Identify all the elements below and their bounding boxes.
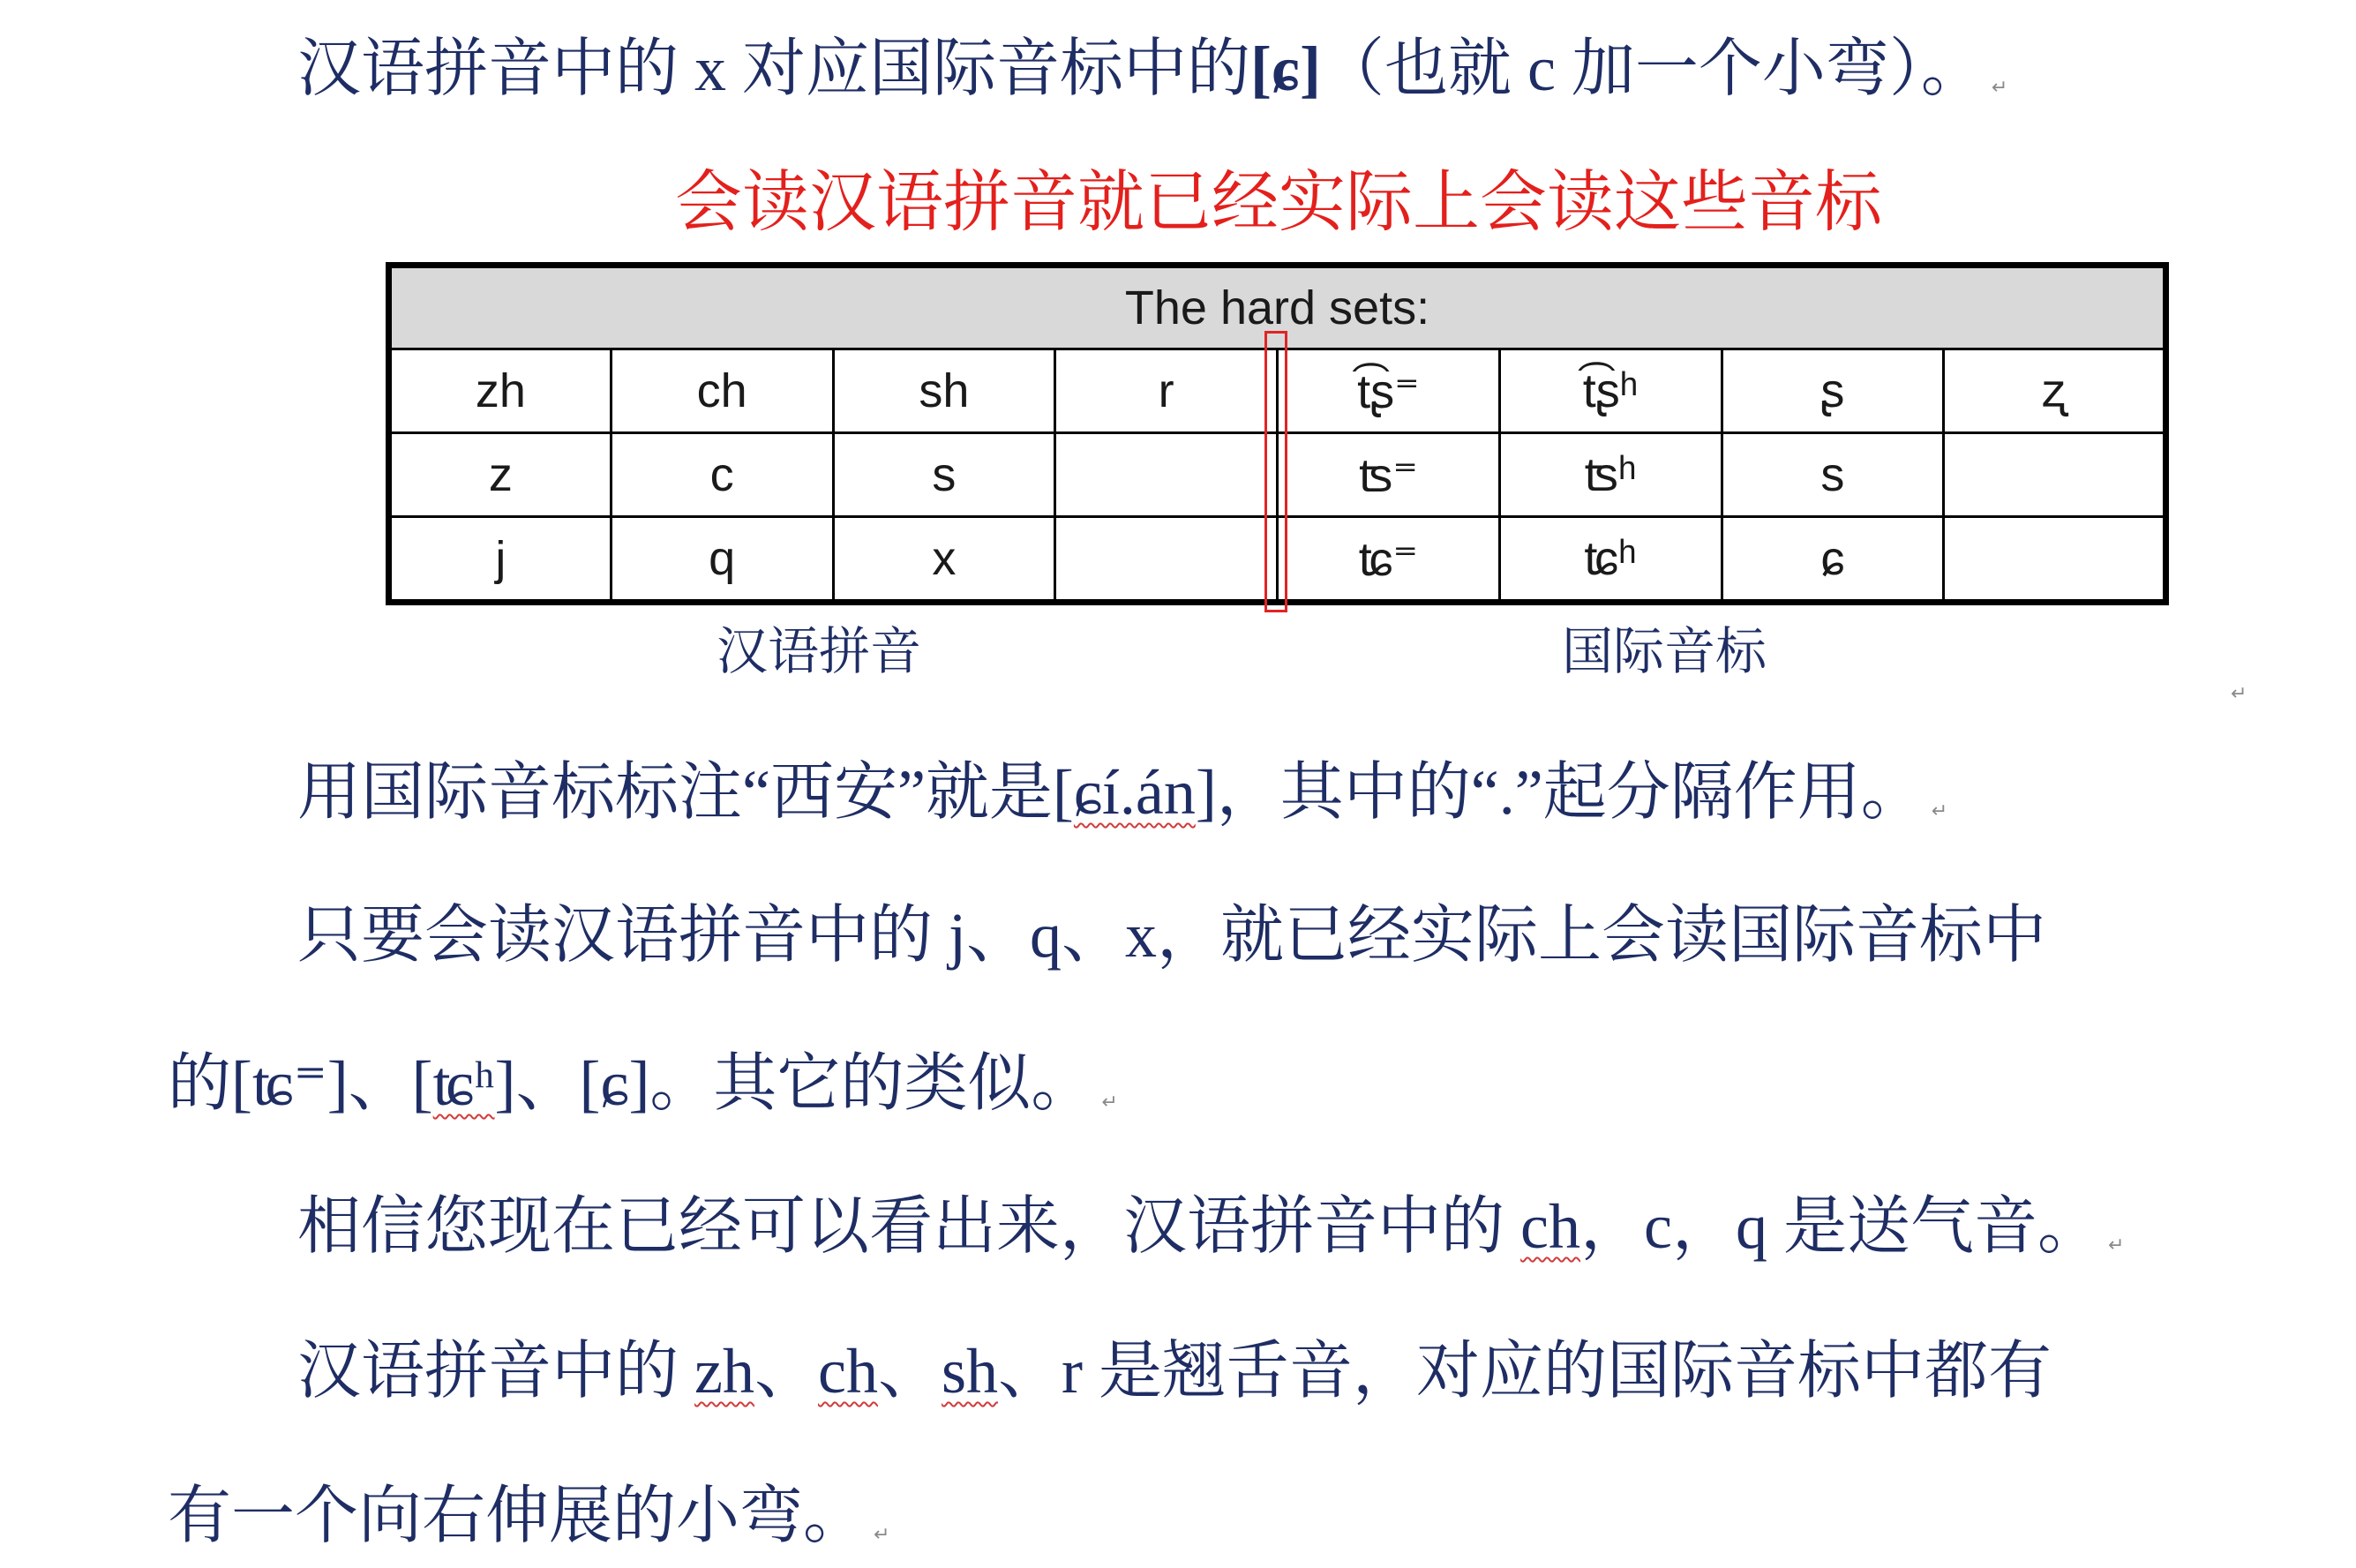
body-line xyxy=(297,757,1948,828)
spellcheck-word: zh xyxy=(694,1336,754,1407)
table-cell: ʦ⁼ xyxy=(1278,433,1500,517)
body-line xyxy=(297,1336,2052,1407)
caption-pinyin: 汉语拼音 xyxy=(717,623,922,680)
body-line xyxy=(168,1481,890,1551)
text-segment: ]、[ɕ]。其它的类似。 xyxy=(494,1048,1095,1119)
table-cell: ʦʰ xyxy=(1499,433,1722,517)
paragraph-mark: ↵ xyxy=(1101,1092,1118,1114)
paragraph-mark: ↵ xyxy=(1931,800,1948,822)
paragraph-mark: ↵ xyxy=(874,1524,890,1546)
table-cell: t͡ʂʰ xyxy=(1499,349,1722,433)
table-cell: j xyxy=(389,517,612,603)
table-cell xyxy=(1055,433,1278,517)
table-cell: ɕ xyxy=(1722,517,1944,603)
table-cell: zh xyxy=(389,349,612,433)
table-cell: t͡ʂ⁼ xyxy=(1278,349,1500,433)
spellcheck-word: sh xyxy=(941,1336,999,1407)
text-segment: 、r 是翘舌音，对应的国际音标中都有 xyxy=(998,1336,2052,1407)
text-segment: 有一个向右伸展的小弯。 xyxy=(168,1481,867,1551)
body-line xyxy=(297,900,2047,971)
table-cell: x xyxy=(833,517,1055,603)
intro-line xyxy=(297,34,2008,104)
caption-ipa: 国际音标 xyxy=(1562,623,1767,680)
table-cell: ch xyxy=(611,349,833,433)
table-cell: c xyxy=(611,433,833,517)
table-cell: sh xyxy=(833,349,1055,433)
ipa-symbol: [ɕ] xyxy=(1250,34,1321,104)
text-segment: 汉语拼音中的 x 对应国际音标中的 xyxy=(297,34,1251,104)
text-segment: ]，其中的“.”起分隔作用。 xyxy=(1195,757,1925,828)
table-header: The hard sets: xyxy=(389,266,2166,349)
table-cell: ʂ xyxy=(1722,349,1944,433)
spellcheck-word: ʨʰ xyxy=(432,1048,495,1119)
text-segment: 、 xyxy=(754,1336,818,1407)
table-cell: ʐ xyxy=(1944,349,2166,433)
table-cell: z xyxy=(389,433,612,517)
paragraph-mark: ↵ xyxy=(2231,683,2247,705)
text-segment: （也就 c 加一个小弯）。 xyxy=(1320,34,1985,104)
text-segment: 只要会读汉语拼音中的 j、q、x，就已经实际上会读国际音标中 xyxy=(297,900,2047,971)
column-highlight-box xyxy=(1264,331,1287,612)
spellcheck-word: ch xyxy=(1520,1191,1580,1262)
table-cell: ʨ⁼ xyxy=(1278,517,1500,603)
body-line xyxy=(168,1048,1118,1119)
table-cell: r xyxy=(1055,349,1278,433)
spellcheck-word: ch xyxy=(818,1336,878,1407)
headline: 会读汉语拼音就已经实际上会读这些音标 xyxy=(675,166,1882,240)
table-cell: ʨʰ xyxy=(1499,517,1722,603)
text-segment: 相信您现在已经可以看出来，汉语拼音中的 xyxy=(297,1191,1521,1262)
table-cell xyxy=(1944,433,2166,517)
text-segment: ，c，q 是送气音。 xyxy=(1579,1191,2101,1262)
table-cell: s xyxy=(1722,433,1944,517)
paragraph-mark: ↵ xyxy=(2107,1234,2125,1257)
paragraph-mark: ↵ xyxy=(1991,77,2008,99)
table-cell xyxy=(1944,517,2166,603)
table-cell: q xyxy=(611,517,833,603)
spellcheck-word: ɕí.án xyxy=(1073,757,1196,828)
text-segment: 汉语拼音中的 xyxy=(297,1336,695,1407)
text-segment: 、 xyxy=(877,1336,942,1407)
table-cell: s xyxy=(833,433,1055,517)
text-segment: 用国际音标标注“西安”就是[ xyxy=(297,757,1074,828)
table-cell xyxy=(1055,517,1278,603)
text-segment: 的[ʨ⁼]、[ xyxy=(168,1048,433,1119)
body-line xyxy=(297,1191,2125,1262)
